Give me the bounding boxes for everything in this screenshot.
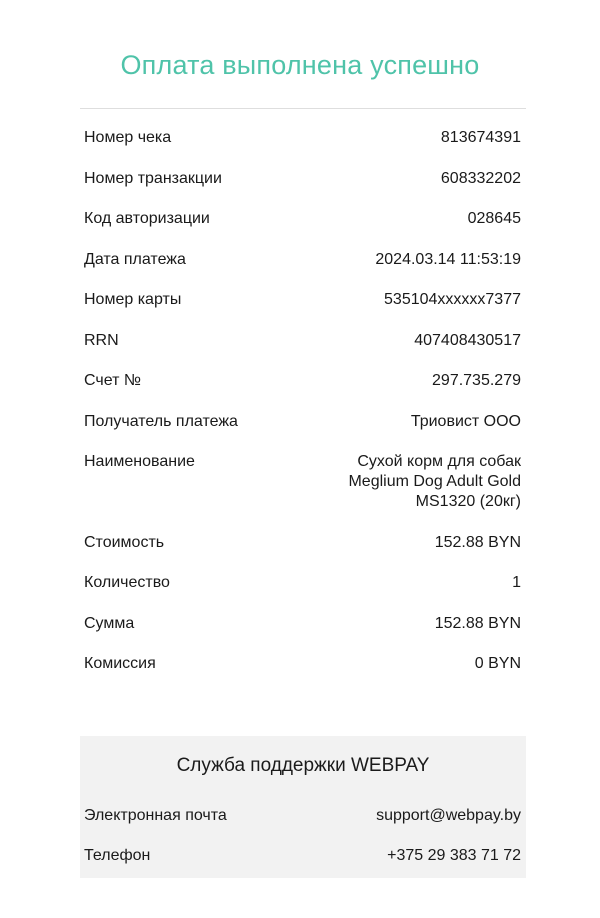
row-value: 1 [512, 574, 521, 591]
row-value: 813674391 [440, 129, 521, 146]
row-payment-date [84, 250, 521, 270]
row-label: Сумма [84, 614, 135, 632]
support-phone-row [84, 846, 521, 866]
support-email-row [84, 806, 521, 826]
row-label: Номер карты [84, 291, 182, 308]
row-commission [84, 654, 521, 674]
row-value: 535104xxxxxx7377 [384, 291, 521, 308]
row-value: 152.88 BYN [434, 533, 521, 551]
divider [80, 108, 526, 109]
row-rrn [84, 331, 521, 351]
row-value: 028645 [467, 210, 521, 227]
row-value: 152.88 BYN [434, 614, 521, 632]
row-value: Сухой корм для собак Meglium Dog Adult Gold MS1320 (20кг) [348, 453, 521, 510]
support-phone-label: Телефон [84, 847, 151, 864]
row-value: Триовист ООО [410, 412, 521, 430]
row-total [84, 614, 521, 634]
row-label: Количество [84, 574, 170, 591]
row-card-number [84, 290, 521, 310]
row-value: 0 BYN [474, 655, 521, 672]
row-label: Дата платежа [84, 250, 186, 268]
row-item-name [84, 452, 521, 512]
row-transaction-number [84, 169, 521, 189]
row-value: 297.735.279 [432, 372, 521, 389]
receipt-details [84, 128, 521, 695]
page-title: Оплата выполнена успешно [120, 50, 480, 80]
row-value: 2024.03.14 11:53:19 [375, 250, 521, 268]
row-price [84, 533, 521, 553]
row-label: Получатель платежа [84, 412, 238, 430]
support-panel [80, 736, 526, 878]
row-value: 608332202 [440, 169, 521, 187]
row-label: Наименование [84, 453, 195, 470]
row-label: Номер чека [84, 129, 172, 146]
row-label: Комиссия [84, 655, 156, 672]
row-label: Номер транзакции [84, 169, 222, 187]
row-value: 407408430517 [414, 331, 521, 349]
row-recipient [84, 412, 521, 432]
support-title: Служба поддержки WEBPAY [176, 755, 430, 776]
row-quantity [84, 573, 521, 593]
support-email-value[interactable]: support@webpay.by [376, 807, 521, 824]
row-label: RRN [84, 331, 119, 349]
row-check-number [84, 128, 521, 148]
row-label: Счет № [84, 372, 142, 389]
row-label: Код авторизации [84, 210, 210, 227]
support-phone-value[interactable]: +375 29 383 71 72 [387, 847, 521, 864]
support-email-label: Электронная почта [84, 807, 227, 824]
row-auth-code [84, 209, 521, 229]
row-invoice-number [84, 371, 521, 391]
row-label: Стоимость [84, 533, 165, 551]
